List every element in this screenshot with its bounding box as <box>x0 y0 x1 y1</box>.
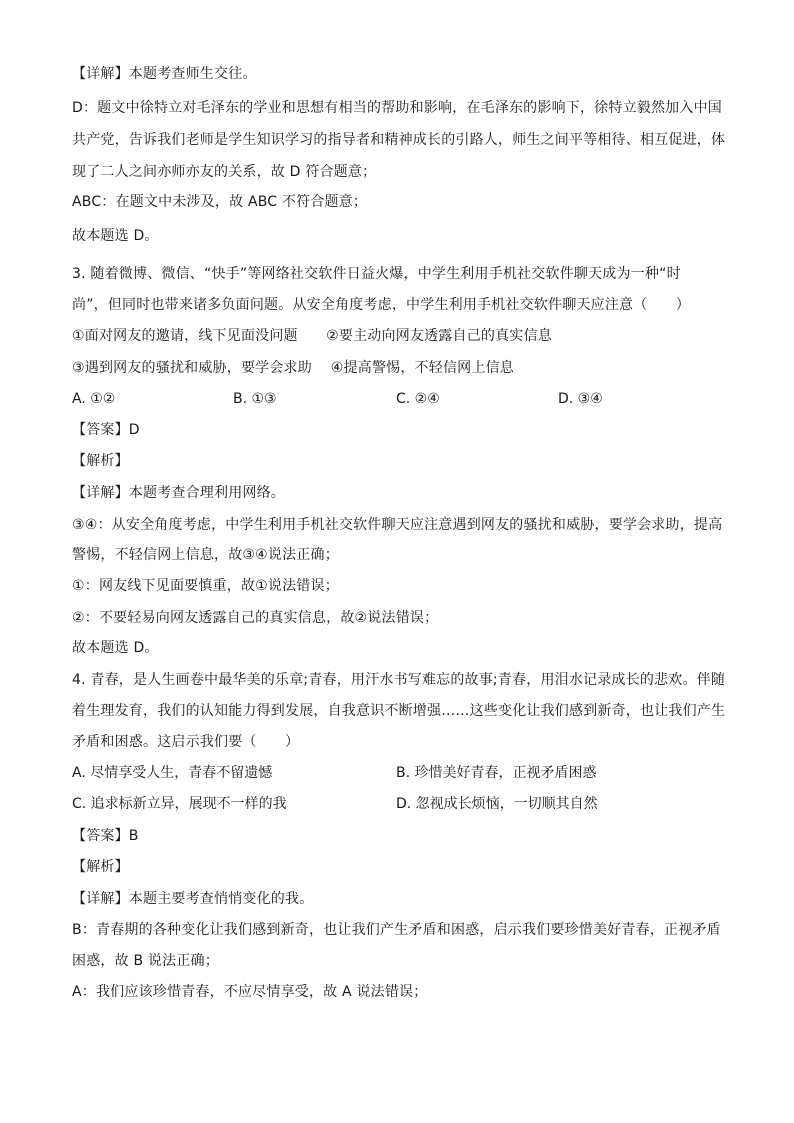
q3-stem-line1: 3. 随着微博、微信、“快手”等网络社交软件日益火爆，中学生利用手机社交软件聊天成为一种“时 <box>72 266 681 282</box>
q3-option-a: A. ①② <box>72 391 116 407</box>
q3-explanation-2: ②：不要轻易向网友透露自己的真实信息，故②说法错误； <box>72 610 439 626</box>
q3-statements-1-2: ①面对网友的邀请，线下见面没问题 ②要主动向网友透露自己的真实信息 <box>72 328 552 344</box>
q4-answer: 【答案】B <box>72 828 139 844</box>
q4-option-d: D. 忽视成长烦恼，一切顺其自然 <box>396 796 598 812</box>
q4-explanation-b-line1: B：青春期的各种变化让我们感到新奇，也让我们产生矛盾和困惑，启示我们要珍惜美好青春，正视矛盾 <box>72 922 721 938</box>
q3-statements-3-4: ③遇到网友的骚扰和威胁，要学会求助 ④提高警惕，不轻信网上信息 <box>72 360 514 376</box>
q3-conclusion: 故本题选 D。 <box>72 640 159 656</box>
q3-stem-line2: 尚”，但同时也带来诸多负面问题。从安全角度考虑，中学生利用手机社交软件聊天应注意（ ） <box>72 297 691 313</box>
q3-analysis: 【解析】 <box>72 453 129 469</box>
q2-explanation-d-line3: 现了二人之间亦师亦友的关系，故 D 符合题意； <box>72 164 377 180</box>
q3-option-d: D. ③④ <box>558 391 603 407</box>
q4-option-c: C. 追求标新立异，展现不一样的我 <box>72 796 287 812</box>
q3-option-c: C. ②④ <box>396 391 440 407</box>
q4-stem-line3: 矛盾和困惑。这启示我们要（ ） <box>72 734 300 750</box>
q4-option-a: A. 尽情享受人生，青春不留遗憾 <box>72 765 273 781</box>
q4-stem-line2: 着生理发育，我们的认知能力得到发展，自我意识不断增强……这些变化让我们感到新奇，也让我们产生 <box>72 703 726 719</box>
q4-analysis: 【解析】 <box>72 859 129 875</box>
q2-explanation-d-line2: 共产党，告诉我们老师是学生知识学习的指导者和精神成长的引路人，师生之间平等相待、相互促进，体 <box>72 132 726 148</box>
q3-option-b: B. ①③ <box>233 391 277 407</box>
q3-explanation-34-line2: 警惕，不轻信网上信息，故③④说法正确； <box>72 547 339 563</box>
q3-explanation-34-line1: ③④：从安全角度考虑，中学生利用手机社交软件聊天应注意遇到网友的骚扰和威胁，要学会求助，提高 <box>72 517 723 533</box>
q3-answer: 【答案】D <box>72 422 140 438</box>
q2-explanation-d-line1: D：题文中徐特立对毛泽东的学业和思想有相当的帮助和影响，在毛泽东的影响下，徐特立毅然加入中国 <box>72 100 722 116</box>
q2-detail: 【详解】本题考查师生交往。 <box>72 66 257 82</box>
q4-explanation-a: A：我们应该珍惜青春，不应尽情享受，故 A 说法错误； <box>72 984 428 1000</box>
q3-detail: 【详解】本题考查合理利用网络。 <box>72 485 285 501</box>
q4-stem-line1: 4. 青春，是人生画卷中最华美的乐章;青春，用汗水书写难忘的故事;青春，用泪水记录成长的悲欢。伴随 <box>72 672 726 688</box>
q3-explanation-1: ①：网友线下见面要慎重，故①说法错误； <box>72 578 339 594</box>
q4-explanation-b-line2: 困惑，故 B 说法正确； <box>72 953 219 969</box>
q2-explanation-abc: ABC：在题文中未涉及，故 ABC 不符合题意； <box>72 194 368 210</box>
q4-detail: 【详解】本题主要考查悄悄变化的我。 <box>72 891 314 907</box>
q4-option-b: B. 珍惜美好青春，正视矛盾困惑 <box>396 765 597 781</box>
q2-conclusion: 故本题选 D。 <box>72 228 159 244</box>
